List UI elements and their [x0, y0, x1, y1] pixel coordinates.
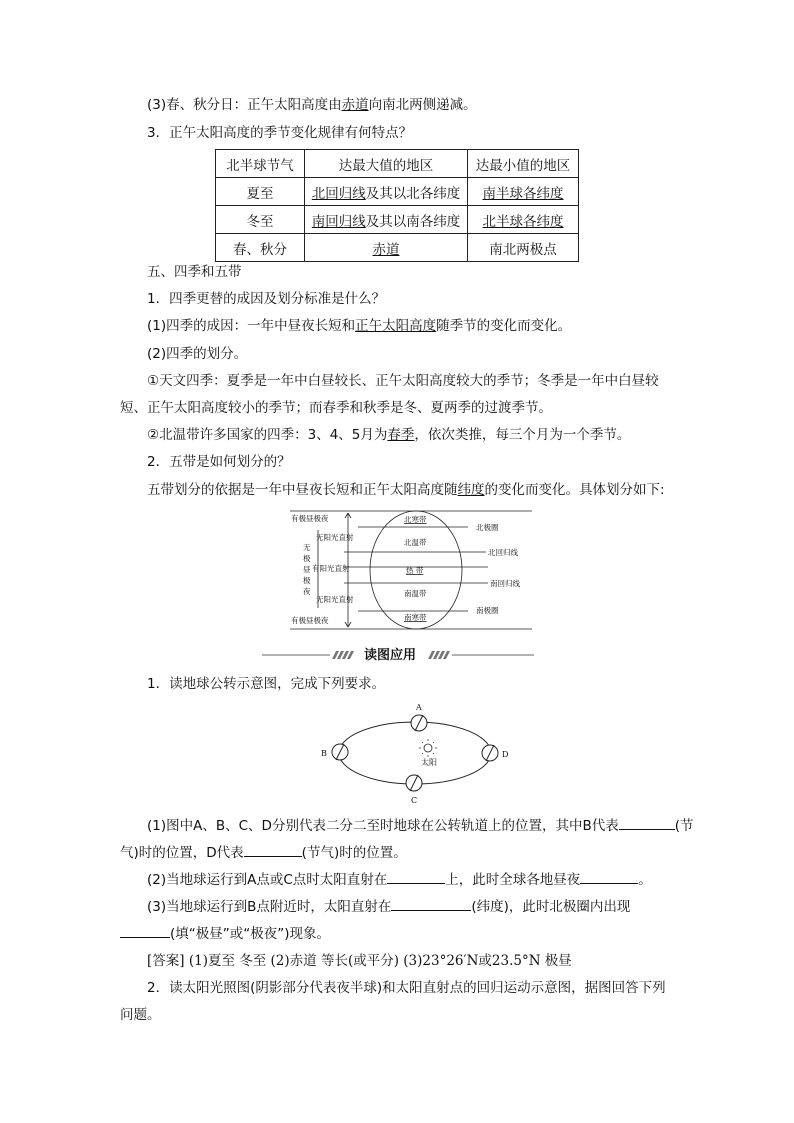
sub-question-3b: (填“极昼”或“极夜”)现象。	[120, 924, 330, 943]
table-cell: 春、秋分	[216, 234, 305, 262]
zone-left-label: 无阳光直射	[316, 533, 354, 542]
table-cell: 南半球各纬度	[468, 178, 579, 206]
zones-basis: 五带划分的依据是一年中昼夜长短和正午太阳高度随纬度的变化而变化。具体划分如下:	[147, 482, 665, 498]
read-question-2-line-2: 问题。	[120, 1007, 161, 1023]
zone-left-label: 有极昼极夜	[291, 616, 329, 625]
seasons-cause: (1)四季的成因：一年中昼夜长短和正午太阳高度随季节的变化而变化。	[147, 318, 572, 334]
zone-inner-label: 热 带	[406, 566, 424, 575]
sub-question-2: (2)当地球运行到A点或C点时太阳直射在 上，此时全球各地昼夜 。	[147, 872, 652, 888]
table-cell: 赤道	[305, 234, 468, 262]
orbit-label-c: C	[411, 796, 418, 805]
table-header: 达最大值的地区	[305, 150, 468, 178]
table-cell: 冬至	[216, 206, 305, 234]
table-cell: 南回归线及其以南各纬度	[305, 206, 468, 234]
zone-left-label: 有阳光直射	[312, 564, 350, 573]
zone-vertical-char: 极	[303, 554, 311, 563]
zone-right-label: 南回归线	[490, 579, 520, 588]
answer-blank[interactable]	[120, 924, 170, 938]
table-header: 北半球节气	[216, 150, 305, 178]
table-header: 达最小值的地区	[468, 150, 579, 178]
zone-right-label: 北回归线	[488, 548, 518, 557]
answer-blank[interactable]	[391, 897, 471, 911]
five-zones-diagram	[288, 508, 534, 632]
temperate-seasons: ②北温带许多国家的四季：3、4、5月为春季，依次类推，每三个月为一个季节。	[147, 427, 631, 443]
table-row	[216, 234, 579, 262]
answer-blank[interactable]	[580, 870, 638, 884]
equinox-line: (3)春、秋分日：正午太阳高度由赤道向南北两侧递减。	[147, 97, 477, 113]
table-row	[216, 178, 579, 206]
zone-inner-label: 南寒带	[404, 613, 427, 622]
table-cell: 南北两极点	[468, 234, 579, 262]
answer-blank[interactable]	[244, 843, 302, 857]
question-1-title: 1．四季更替的成因及划分标准是什么？	[147, 291, 386, 307]
table-cell: 夏至	[216, 178, 305, 206]
zone-vertical-char: 昼	[303, 565, 311, 574]
division-title: (2)四季的划分。	[147, 346, 248, 362]
astro-seasons-line-2: 短、正午太阳高度较小的季节；而春季和秋季是冬、夏两季的过渡季节。	[120, 400, 552, 416]
answer-line: [答案] (1)夏至 冬至 (2)赤道 等长(或平分) (3)23°26′N或23.5°N 极昼	[147, 953, 572, 969]
zone-vertical-char: 极	[303, 576, 311, 585]
earth-orbit-diagram	[312, 700, 512, 808]
orbit-label-b: B	[321, 749, 327, 758]
answer-blank[interactable]	[619, 816, 675, 830]
read-question-2-line-1: 2．读太阳光照图(阴影部分代表夜半球)和太阳直射点的回归运动示意图，据图回答下列	[147, 980, 666, 996]
zone-inner-label: 南温带	[404, 589, 427, 598]
sun-icon	[419, 739, 437, 757]
table-cell: 北回归线及其以北各纬度	[305, 178, 468, 206]
section-5-title: 五、四季和五带	[147, 264, 242, 280]
zone-inner-label: 北温带	[404, 538, 427, 547]
question-3-title: 3．正午太阳高度的季节变化规律有何特点？	[147, 125, 413, 141]
zone-left-label: 有极昼极夜	[291, 514, 329, 523]
noon-altitude-table	[215, 149, 579, 262]
zone-right-label: 南极圈	[476, 606, 499, 615]
zone-left-label: 无阳光直射	[316, 595, 354, 604]
read-question-1: 1．读地球公转示意图，完成下列要求。	[147, 676, 386, 692]
table-row	[216, 206, 579, 234]
sub-question-1b: 气)时的位置，D代表 (节气)时的位置。	[120, 845, 407, 861]
question-2-title: 2．五带是如何划分的？	[147, 454, 291, 470]
table-cell: 北半球各纬度	[468, 206, 579, 234]
sub-question-3a: (3)当地球运行到B点附近时，太阳直射在 (纬度)，此时北极圈内出现	[147, 899, 631, 915]
orbit-label-d: D	[502, 750, 509, 759]
table-header-row	[216, 150, 579, 178]
section-header-title: 读图应用	[364, 648, 417, 663]
zone-right-label: 北极圈	[476, 523, 499, 532]
zone-inner-label: 北寒带	[404, 515, 427, 524]
zone-vertical-char: 无	[303, 543, 311, 552]
sun-label: 太阳	[421, 758, 437, 767]
zone-vertical-char: 夜	[303, 587, 311, 596]
astro-seasons-line-1: ①天文四季：夏季是一年中白昼较长、正午太阳高度较大的季节；冬季是一年中白昼较	[147, 373, 659, 389]
orbit-label-a: A	[416, 703, 422, 712]
sub-question-1a: (1)图中A、B、C、D分别代表二分二至时地球在公转轨道上的位置，其中B代表 (节	[147, 818, 694, 834]
answer-blank[interactable]	[387, 870, 445, 884]
